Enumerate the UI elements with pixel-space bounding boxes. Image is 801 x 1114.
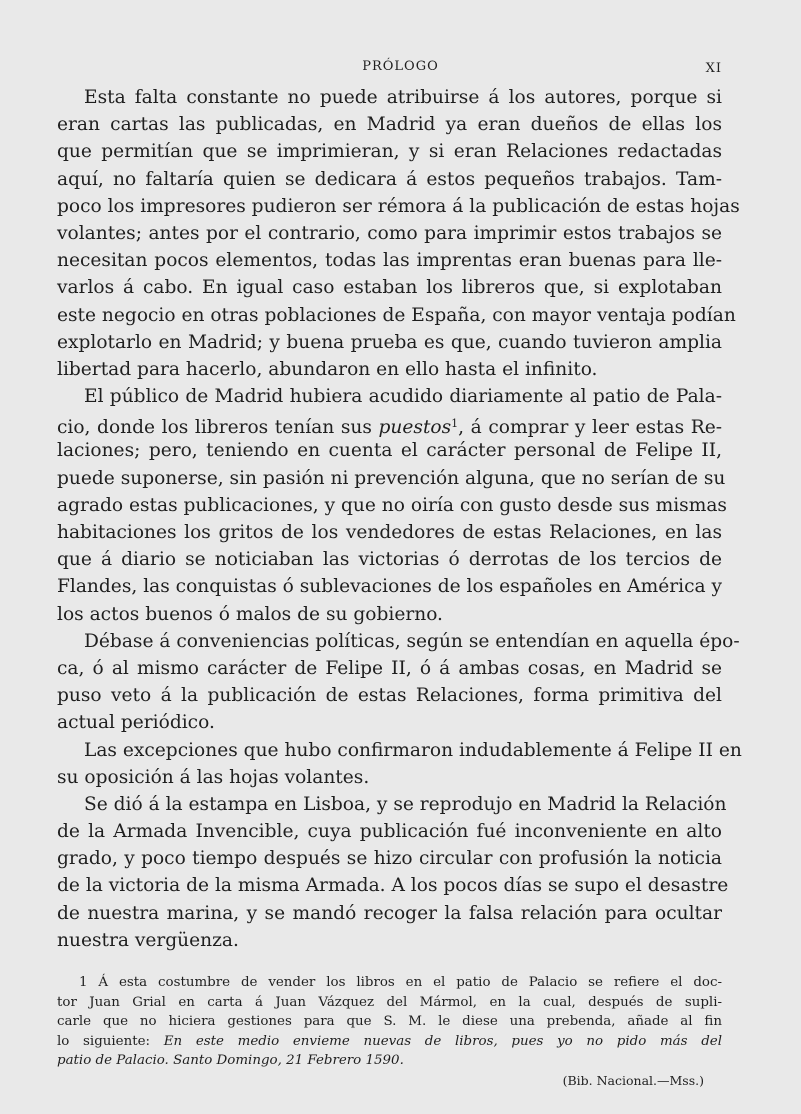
body-line: Débase á conveniencias políticas, según se entendían en aquella épo- <box>84 630 740 652</box>
body-line: Flandes, las conquistas ó sublevaciones de los españoles en América y <box>57 576 722 598</box>
body-line: agrado estas publicaciones, y que no oiría con gusto desde sus mismas <box>57 494 727 516</box>
italic-run: patio de Palacio. Santo Domingo, 21 Febrero 1590. <box>57 1053 404 1068</box>
body-line: actual periódico. <box>57 712 215 734</box>
body-line: que á diario se noticiaban las victorias ó derrotas de los tercios de <box>57 549 722 571</box>
footnote-line: tor Juan Grial en carta á Juan Vázquez del Mármol, en la cual, después de supli- <box>57 994 722 1010</box>
body-line: de la Armada Invencible, cuya publicación fué inconveniente en alto <box>57 821 722 843</box>
body-line: ca, ó al mismo carácter de Felipe II, ó á ambas cosas, en Madrid se <box>57 657 722 679</box>
text-run: lo siguiente: <box>57 1033 164 1049</box>
body-line <box>57 410 722 437</box>
body-line: eran cartas las publicadas, en Madrid ya eran dueños de ellas los <box>57 114 722 136</box>
running-head-title: PRÓLOGO <box>362 59 439 74</box>
footnote-line: 1 Á esta costumbre de vender los libros en el patio de Palacio se refiere el doc- <box>79 975 722 990</box>
footnote <box>57 973 722 1090</box>
body-line: aquí, no faltaría quien se dedicara á estos pequeños trabajos. Tam- <box>57 168 722 190</box>
body-line: los actos buenos ó malos de su gobierno. <box>57 603 443 625</box>
body-line: necesitan pocos elementos, todas las imprentas eran buenas para lle- <box>57 250 722 272</box>
footnote-ref: 1 <box>451 417 459 431</box>
body-line: nuestra vergüenza. <box>57 929 239 951</box>
body-line: grado, y poco tiempo después se hizo circular con profusión la noticia <box>57 848 722 870</box>
italic-run: En este medio envieme nuevas de libros, pues yo no pido más del <box>163 1033 722 1049</box>
footnote-source: (Bib. Nacional.—Mss.) <box>562 1072 704 1088</box>
body-line: que permitían que se imprimieran, y si eran Relaciones redactadas <box>57 141 722 163</box>
body-line: Las excepciones que hubo confirmaron indudablemente á Felipe II en <box>84 739 742 761</box>
body-line: de nuestra marina, y se mandó recoger la falsa relación para ocultar <box>57 902 722 924</box>
body-line: Esta falta constante no puede atribuirse á los autores, porque si <box>84 87 722 108</box>
footnote-line <box>57 1032 722 1052</box>
body-line: habitaciones los gritos de los vendedores de estas Relaciones, en las <box>57 522 722 543</box>
body-line: explotarlo en Madrid; y buena prueba es que, cuando tuvieron amplia <box>57 331 722 353</box>
running-head <box>0 57 801 79</box>
page-number: XI <box>705 61 722 76</box>
text-run: cio, donde los libreros tenían sus <box>57 417 379 439</box>
body-line: laciones; pero, teniendo en cuenta el carácter personal de Felipe II, <box>57 440 722 462</box>
body-line: poco los impresores pudieron ser rémora á la publicación de estas hojas <box>57 195 740 217</box>
body-line: de la victoria de la misma Armada. A los pocos días se supo el desastre <box>57 875 729 897</box>
text-run: , á comprar y leer estas Re- <box>458 417 722 439</box>
footnote-line <box>57 1051 722 1071</box>
body-line: puede suponerse, sin pasión ni prevención alguna, que no serían de su <box>57 467 726 489</box>
italic-run: puestos <box>378 417 452 439</box>
body-text <box>57 84 742 954</box>
body-line: volantes; antes por el contrario, como para imprimir estos trabajos se <box>57 222 722 244</box>
body-line: El público de Madrid hubiera acudido diariamente al patio de Pala- <box>84 386 722 408</box>
body-line: su oposición á las hojas volantes. <box>57 766 370 788</box>
body-line: este negocio en otras poblaciones de España, con mayor ventaja podían <box>57 304 736 326</box>
body-line: Se dió á la estampa en Lisboa, y se reprodujo en Madrid la Relación <box>84 793 727 815</box>
footnote-line: carle que no hiciera gestiones para que S. M. le diese una prebenda, añade al fin <box>57 1014 722 1029</box>
body-line: puso veto á la publicación de estas Relaciones, forma primitiva del <box>57 685 722 707</box>
body-line: libertad para hacerlo, abundaron en ello hasta el infinito. <box>57 358 598 380</box>
body-line: varlos á cabo. En igual caso estaban los libreros que, si explotaban <box>57 277 722 299</box>
